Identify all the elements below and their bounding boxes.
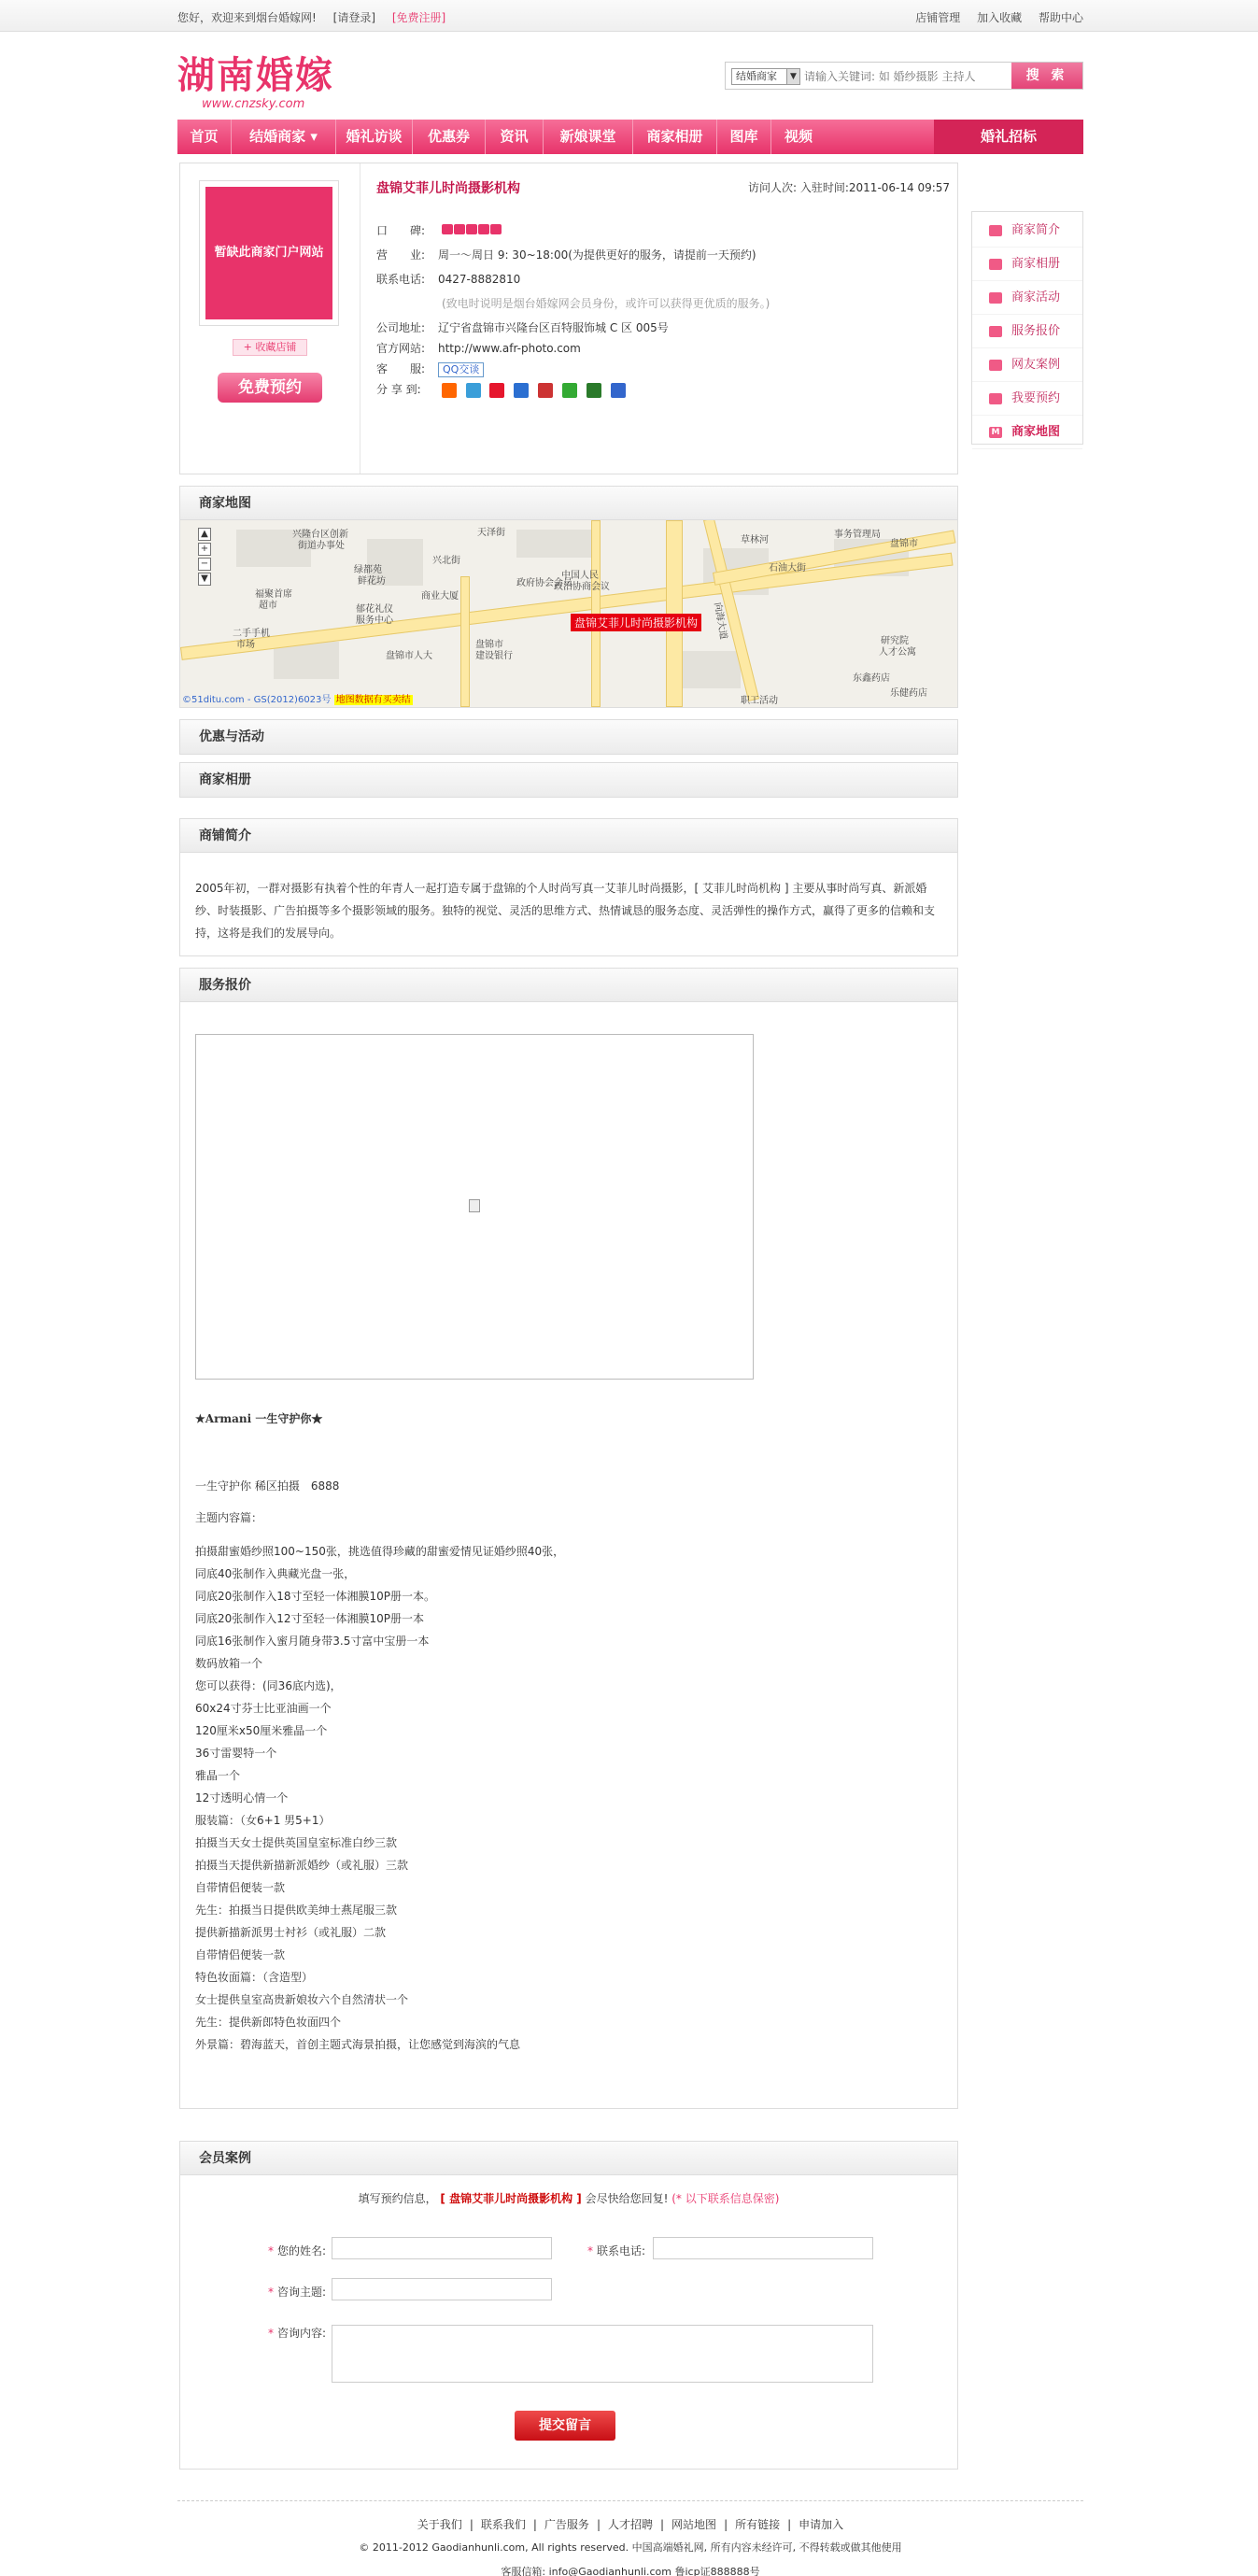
package-line: 提供新描新派男士衬衫（或礼服）二款 <box>195 1926 387 1939</box>
website-link[interactable]: http://www.afr-photo.com <box>438 342 581 355</box>
shop-sidebar <box>971 211 1083 445</box>
footer-links <box>177 2516 1083 2532</box>
website-row: 官方网站: http://www.afr-photo.com <box>376 342 581 355</box>
sidebar-item-map[interactable]: M 商家地图 <box>972 416 1082 449</box>
price-icon <box>989 326 1002 337</box>
login-link[interactable]: [请登录] <box>332 11 376 24</box>
sidebar-item-appointment[interactable]: 我要预约 <box>972 382 1082 416</box>
shop-info-box <box>179 163 958 474</box>
welcome-text: 您好，欢迎来到烟台婚嫁网! <box>177 11 317 24</box>
nav-item-bride-class[interactable]: 新娘课堂 <box>544 120 633 154</box>
top-bar <box>0 0 1258 32</box>
address-row: 公司地址: 辽宁省盘锦市兴隆台区百特服饰城 C 区 005号 <box>376 321 669 334</box>
shop-map[interactable]: 兴隆台区创新 街道办事处 绿都苑 鲜花坊 福聚首席 超市 二手手机 市场 商业大厦 郁花礼仪 服务中心 兴北街 天泽街 政府协会会员 中国人民 政治协商会议 盘锦市 建设银行 盘锦市人大 石油大街 向海大道 草林河 事务管理局 盘锦市 研究院 人才公寓 东鑫药店 职工活动 乐健药店 ▲ + − ▼ 盘锦艾菲儿时尚摄影机构 ©51ditu.com - GS(2012)6023号 地图数据有买卖结 <box>180 520 957 707</box>
phone-label: * 联系电话: <box>587 2244 645 2258</box>
intro-section <box>179 818 958 956</box>
nav-item-album[interactable]: 商家相册 <box>633 120 717 154</box>
map-icon: M <box>989 427 1002 438</box>
share-more-icon[interactable] <box>611 383 626 398</box>
sidebar-item-intro[interactable]: 商家简介 <box>972 214 1082 248</box>
name-input[interactable] <box>332 2237 552 2259</box>
package-line: 拍摄甜蜜婚纱照100~150张，挑选值得珍藏的甜蜜爱情见证婚纱照40张， <box>195 1545 565 1558</box>
submit-button[interactable]: 提交留言 <box>515 2411 615 2441</box>
share-qzone-icon[interactable] <box>442 383 457 398</box>
add-favorite-link[interactable]: 加入收藏 <box>977 11 1023 24</box>
footer-separator: | <box>787 2518 792 2531</box>
footer-link[interactable]: 广告服务 <box>544 2518 589 2531</box>
shop-manage-link[interactable]: 店铺管理 <box>915 11 961 24</box>
phone-note: (致电时说明是烟台婚嫁网会员身份，或许可以获得更优质的服务。) <box>442 297 770 310</box>
footer-link[interactable]: 联系我们 <box>480 2518 526 2531</box>
search-box <box>725 62 1083 90</box>
map-marker[interactable]: 盘锦艾菲儿时尚摄影机构 <box>571 614 701 631</box>
info-icon <box>989 225 1002 236</box>
package-line: 36寸雷婴特一个 <box>195 1747 277 1760</box>
package-line <box>195 1529 942 1540</box>
section-title-map: 商家地图 <box>180 487 957 520</box>
package-line: 12寸透明心情一个 <box>195 1791 289 1805</box>
section-title-price: 服务报价 <box>180 969 957 1002</box>
qq-chat-button[interactable]: QQ交谈 <box>438 362 484 377</box>
logo-title: 湖南婚嫁 <box>177 53 334 97</box>
name-label: * 您的姓名: <box>267 2244 326 2258</box>
sidebar-item-activity[interactable]: 商家活动 <box>972 281 1082 315</box>
nav-item-coupons[interactable]: 优惠券 <box>413 120 486 154</box>
chevron-down-icon: ▼ <box>786 69 799 84</box>
package-line: 自带情侣便装一款 <box>195 1881 286 1894</box>
case-icon <box>989 360 1002 371</box>
footer-copyright: © 2011-2012 Gaodianhunli.com, All rights reserved. 中国高端婚礼网, 所有内容未经许可, 不得转载或做其他使用 <box>359 2541 902 2554</box>
nav-item-video[interactable]: 视频 <box>784 128 813 145</box>
sidebar-item-cases[interactable]: 网友案例 <box>972 348 1082 382</box>
package-line: 同底16张制作入蜜月随身带3.5寸富中宝册一本 <box>195 1635 430 1648</box>
sidebar-item-price[interactable]: 服务报价 <box>972 315 1082 348</box>
package-line: 自带情侣便装一款 <box>195 1948 286 1961</box>
content-label: * 咨询内容: <box>267 2327 326 2340</box>
promo-section <box>179 719 958 755</box>
share-weibo-icon[interactable] <box>489 383 504 398</box>
footer-link[interactable]: 人才招聘 <box>607 2518 653 2531</box>
package-line: 120厘米x50厘米雅晶一个 <box>195 1724 328 1737</box>
footer-link[interactable]: 申请加入 <box>799 2518 844 2531</box>
topic-input[interactable] <box>332 2278 552 2300</box>
nav-item-home[interactable]: 首页 <box>177 120 232 154</box>
package-detail <box>195 1507 942 2056</box>
package-line: 女士提供皇室高贵新娘妆六个自然清状一个 <box>195 1993 409 2006</box>
shop-visits: 访问人次: 入驻时间:2011-06-14 09:57 <box>748 181 951 194</box>
package-subtitle: 一生守护你 稀区拍摄 6888 <box>195 1479 340 1493</box>
footer-link[interactable]: 网站地图 <box>671 2518 717 2531</box>
shop-name: 盘锦艾菲儿时尚摄影机构 <box>376 181 520 196</box>
wedding-recruit-button[interactable]: 婚礼招标 <box>934 120 1083 154</box>
package-line: 数码放箱一个 <box>195 1657 263 1670</box>
map-copyright: ©51ditu.com - GS(2012)6023号 地图数据有买卖结 <box>182 695 411 705</box>
search-input[interactable] <box>804 67 987 86</box>
share-kaixin-icon[interactable] <box>538 383 553 398</box>
package-line: 同底20张制作入12寸至轻一体湘膜10P册一本 <box>195 1612 425 1625</box>
footer-link[interactable]: 所有链接 <box>735 2518 781 2531</box>
package-line: 先生：拍摄当日提供欧美绅士燕尾服三款 <box>195 1904 398 1917</box>
package-line: 您可以获得：(同36底内选)， <box>195 1679 342 1692</box>
form-tip: 填写预约信息， [ 盘锦艾菲儿时尚摄影机构 ] 会尽快给您回复! (* 以下联系信息保密) <box>358 2192 780 2205</box>
price-section <box>179 968 958 2109</box>
service-row: 客 服: QQ交谈 <box>376 360 484 378</box>
shop-thumbnail: 暂缺此商家门户网站 <box>199 180 339 326</box>
section-title-cases: 会员案例 <box>180 2142 957 2175</box>
activity-icon <box>989 292 1002 304</box>
map-down-icon[interactable]: ▼ <box>198 573 211 586</box>
sidebar-item-album[interactable]: 商家相册 <box>972 248 1082 281</box>
site-logo[interactable] <box>177 54 383 120</box>
hours-row: 营 业: 周一～周日 9: 30~18:00(为提供更好的服务，请提前一天预约) <box>376 248 756 262</box>
package-line: 服装篇：（女6+1 男5+1） <box>195 1814 331 1827</box>
share-other-icon[interactable] <box>587 383 601 398</box>
footer-link[interactable]: 关于我们 <box>417 2518 462 2531</box>
search-button[interactable]: 搜 索 <box>1011 63 1082 89</box>
nav-item-merchants[interactable]: 结婚商家 ▾ <box>232 120 336 154</box>
register-link[interactable]: [免费注册] <box>391 11 446 24</box>
phone-row: 联系电话: 0427-8882810 <box>376 273 521 286</box>
section-title-promo: 优惠与活动 <box>180 720 957 754</box>
footer-separator: | <box>532 2518 537 2531</box>
nav-item-news[interactable]: 资讯 <box>486 120 544 154</box>
footer-separator: | <box>724 2518 728 2531</box>
photo-icon <box>989 259 1002 270</box>
map-section <box>179 486 958 708</box>
section-title-album: 商家相册 <box>180 763 957 797</box>
help-center-link[interactable]: 帮助中心 <box>1038 11 1083 24</box>
appointment-form <box>180 2175 957 2206</box>
package-title: ★Armani 一生守护你★ <box>195 1412 323 1425</box>
package-line: 外景篇：碧海蓝天，首创主题式海景拍摄，让您感觉到海滨的气息 <box>195 2038 521 2051</box>
package-line: 60x24寸芬士比亚油画一个 <box>195 1702 332 1715</box>
map-zoom-control[interactable] <box>186 526 223 587</box>
package-line: 同底40张制作入典藏光盘一张， <box>195 1567 356 1580</box>
phone-input[interactable] <box>653 2237 873 2259</box>
footer-separator: | <box>660 2518 665 2531</box>
package-line: 先生：提供新郎特色妆面四个 <box>195 2016 342 2029</box>
reputation-row: 口 碑: <box>376 221 502 240</box>
favorite-shop-button[interactable]: + 收藏店铺 <box>233 339 307 356</box>
map-zoom-out-icon[interactable]: − <box>198 558 211 571</box>
package-line: 雅晶一个 <box>195 1769 241 1782</box>
calendar-icon <box>989 393 1002 404</box>
map-zoom-in-icon[interactable]: + <box>198 543 211 556</box>
package-line: 拍摄当天女士提供英国皇室标准白纱三款 <box>195 1836 398 1849</box>
nav-item-interview[interactable]: 婚礼访谈 <box>336 120 413 154</box>
package-line: 主题内容篇： <box>195 1511 263 1524</box>
free-appointment-button[interactable]: 免费预约 <box>218 373 322 403</box>
footer-separator: | <box>596 2518 601 2531</box>
price-image <box>195 1034 754 1380</box>
share-row: 分 享 到: <box>376 380 631 399</box>
footer-contact: 客服信箱: info@Gaodianhunli.com 鲁icp证888888号 <box>501 2566 760 2576</box>
heart-rating-icon <box>442 224 502 237</box>
map-up-icon[interactable]: ▲ <box>198 528 211 541</box>
topic-label: * 咨询主题: <box>267 2286 326 2299</box>
package-line: 同底20张制作入18寸至轻一体湘膜10P册一本。 <box>195 1590 436 1603</box>
share-renren-icon[interactable] <box>514 383 529 398</box>
package-line: 特色妆面篇：（含造型） <box>195 1971 314 1984</box>
search-category-select[interactable]: 结婚商家 ▼ <box>731 68 800 85</box>
main-nav <box>177 120 1083 154</box>
package-line: 拍摄当天提供新描新派婚纱（或礼服）三款 <box>195 1859 409 1872</box>
intro-text: 2005年初，一群对摄影有执着个性的年青人一起打造专属于盘锦的个人时尚写真一艾菲儿时尚摄影，[ 艾菲儿时尚机构 ] 主要从事时尚写真、新派婚纱、时装摄影、广告拍摄等多个摄影领域的服务。独特的视觉、灵活的思维方式、热情诚恳的服务态度、灵活弹性的操作方式，赢得了更多的信赖和支持，这将是我们的发展导向。 <box>195 882 936 940</box>
cases-section <box>179 2141 958 2470</box>
section-title-intro: 商铺简介 <box>180 819 957 853</box>
footer <box>177 2500 1083 2576</box>
broken-image-icon <box>469 1199 480 1212</box>
nav-item-gallery[interactable]: 图库 <box>717 120 771 154</box>
logo-url: www.cnzsky.com <box>202 97 305 111</box>
album-section <box>179 762 958 798</box>
share-tqq-icon[interactable] <box>466 383 481 398</box>
share-douban-icon[interactable] <box>562 383 577 398</box>
content-textarea[interactable] <box>332 2325 873 2383</box>
footer-separator: | <box>469 2518 474 2531</box>
